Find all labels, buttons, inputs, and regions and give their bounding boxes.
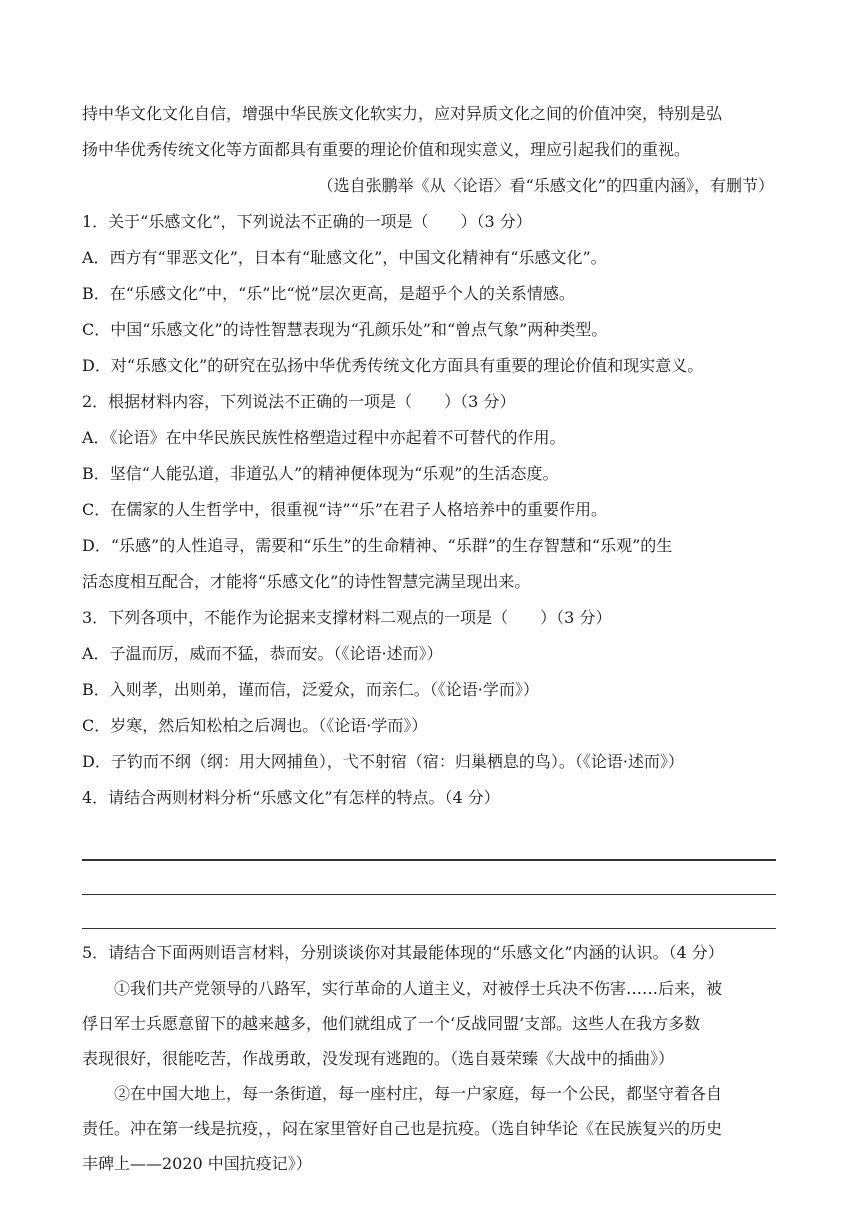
question-2-option-a: A．《论语》在中华民族民族性格塑造过程中亦起着不可替代的作用。 (82, 428, 566, 447)
question-2-option-d-line-2: 活态度相互配合，才能将“乐感文化”的诗性智慧完满呈现出来。 (82, 572, 531, 591)
question-1-stem: 1．关于“乐感文化”，下列说法不正确的一项是（ ）（3 分） (82, 212, 532, 231)
material-2 (82, 1076, 776, 1181)
intro-line-1: 持中华文化文化自信，增强中华民族文化软实力，应对异质文化之间的价值冲突，特别是弘 (82, 104, 723, 123)
question-2-option-b: B．坚信“人能弘道，非道弘人”的精神便体现为“乐观”的生活态度。 (82, 464, 559, 483)
question-3-option-b: B．入则孝，出则弟，谨而信，泛爱众，而亲仁。（《论语·学而》） (82, 680, 539, 699)
material-1-line-1: ①我们共产党领导的八路军，实行革命的人道主义，对被俘士兵决不伤害……后来，被 (114, 979, 723, 998)
question-1-option-c: C．中国“乐感文化”的诗性智慧表现为“孔颜乐处”和“曾点气象”两种类型。 (82, 320, 608, 339)
material-1 (82, 971, 776, 1076)
question-2 (82, 384, 776, 600)
question-2-stem: 2．根据材料内容，下列说法不正确的一项是（ ）（3 分） (82, 392, 516, 411)
question-3-option-a: A．子温而厉，威而不猛，恭而安。（《论语·述而》） (82, 644, 443, 663)
question-3-stem: 3．下列各项中，不能作为论据来支撑材料二观点的一项是（ ）（3 分） (82, 608, 612, 627)
answer-line-1[interactable] (82, 828, 776, 861)
question-4 (82, 780, 776, 929)
question-1-option-d: D．对“乐感文化”的研究在弘扬中华优秀传统文化方面具有重要的理论价值和现实意义。 (82, 356, 704, 375)
answer-line-3[interactable] (82, 895, 776, 929)
question-3-option-c: C．岁寒，然后知松柏之后凋也。（《论语·学而》） (82, 716, 428, 735)
question-5 (82, 935, 776, 1181)
question-3-option-d: D．子钓而不纲（纲：用大网捕鱼），弋不射宿（宿：归巢栖息的鸟）。（《论语·述而》） (82, 752, 684, 771)
question-2-option-c: C．在儒家的人生哲学中，很重视“诗”“乐”在君子人格培养中的重要作用。 (82, 500, 607, 519)
intro-line-2: 扬中华优秀传统文化等方面都具有重要的理论价值和现实意义，理应引起我们的重视。 (82, 140, 691, 159)
material-2-line-3: 丰碑上——2020 中国抗疫记》） (82, 1154, 312, 1173)
question-1-option-b: B．在“乐感文化”中，“乐”比“悦”层次更高，是超乎个人的关系情感。 (82, 284, 575, 303)
material-1-line-3: 表现很好，很能吃苦，作战勇敢，没发现有逃跑的。（选自聂荣臻《大战中的插曲》） (82, 1049, 675, 1068)
question-2-option-d-line-1: D．“乐感”的人性追寻，需要和“乐生”的生命精神、“乐群”的生存智慧和“乐观”的生 (82, 536, 673, 555)
question-1-option-a: A．西方有“罪恶文化”，日本有“耻感文化”，中国文化精神有“乐感文化”。 (82, 248, 607, 267)
material-2-line-1: ②在中国大地上，每一条街道，每一座村庄，每一户家庭，每一个公民，都坚守着各自 (114, 1084, 723, 1103)
source-citation: （选自张鹏举《从〈论语〉看“乐感文化”的四重内涵》，有删节） (317, 176, 774, 195)
question-3 (82, 600, 776, 780)
material-1-line-2: 俘日军士兵愿意留下的越来越多，他们就组成了一个‘反战同盟’支部。这些人在我方多数 (82, 1014, 701, 1033)
answer-area[interactable] (82, 828, 776, 929)
material-2-line-2: 责任。冲在第一线是抗疫，，闷在家里管好自己也是抗疫。（选自钟华论《在民族复兴的历史 (82, 1119, 723, 1138)
question-4-stem: 4．请结合两则材料分析“乐感文化”有怎样的特点。（4 分） (82, 788, 500, 807)
question-1 (82, 204, 776, 384)
document-page (82, 96, 776, 1181)
question-5-stem: 5．请结合下面两则语言材料，分别谈谈你对其最能体现的“乐感文化”内涵的认识。（4 分） (82, 943, 724, 962)
answer-line-2[interactable] (82, 861, 776, 895)
